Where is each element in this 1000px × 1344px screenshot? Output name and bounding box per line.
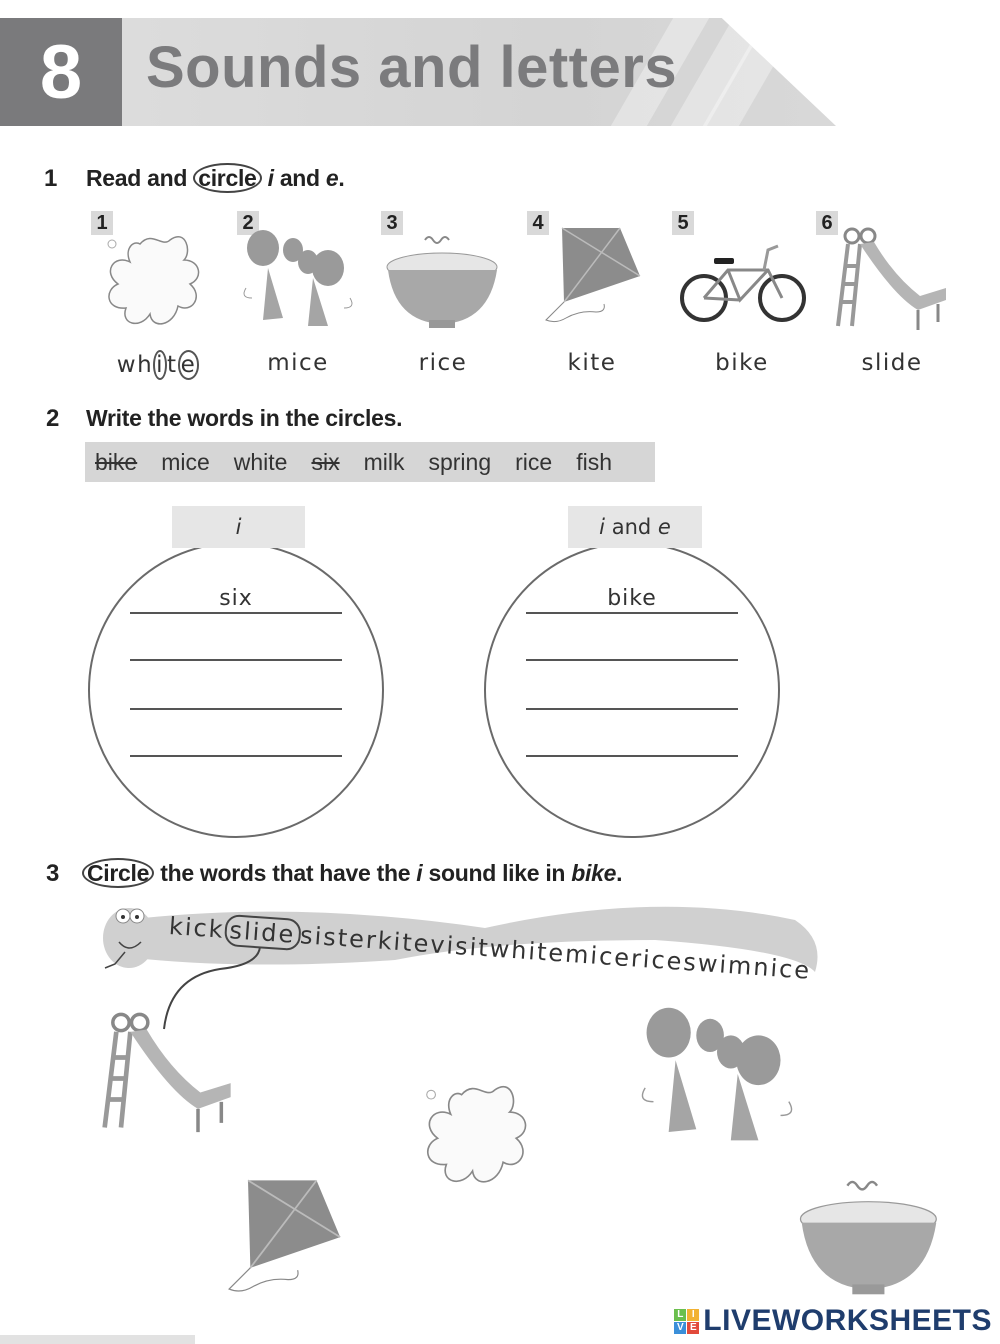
exercise-3-instruction: [82, 860, 622, 887]
word-part: wh: [116, 352, 154, 378]
word-mice[interactable]: mice: [267, 350, 329, 376]
item-badge-1: 1: [91, 211, 113, 235]
snake-text[interactable]: sisterkitevisitwhitemicericeswimnice: [299, 921, 813, 985]
splash-icon[interactable]: [418, 1075, 538, 1195]
mice-icon: [238, 228, 358, 348]
label-text: i: [235, 515, 242, 539]
rice-bowl-icon[interactable]: [798, 1175, 940, 1300]
circle-label-i: [172, 506, 305, 548]
answer-line-2[interactable]: [526, 659, 738, 661]
slide-icon[interactable]: [100, 1010, 240, 1140]
logo-text: LIVEWORKSHEETS: [703, 1304, 992, 1337]
bicycle-icon: [678, 240, 798, 360]
word-bank-item[interactable]: six: [311, 448, 340, 475]
word-bank-item[interactable]: spring: [428, 448, 492, 475]
unit-number: 8: [39, 29, 83, 115]
exercise-2-instruction: Write the words in the circles.: [86, 405, 403, 431]
instruction-text: Read and: [86, 165, 188, 191]
answer-line-1: [526, 612, 738, 614]
circled-letter-e: e: [178, 350, 200, 380]
word-part: t: [167, 352, 178, 378]
word-bank-item[interactable]: milk: [363, 448, 405, 475]
exercise-1-instruction: [86, 165, 345, 192]
word-bank-item[interactable]: mice: [161, 448, 210, 475]
letter-e: e: [325, 165, 339, 191]
snake-circled-word[interactable]: slide: [223, 914, 301, 951]
item-badge-3: 3: [381, 211, 403, 235]
word-slide[interactable]: slide: [861, 350, 923, 376]
page-title: Sounds and letters: [146, 35, 678, 100]
unit-number-box: [0, 18, 122, 126]
instruction-text: sound like in: [428, 860, 566, 886]
answer-line-1: [130, 612, 342, 614]
word-rice[interactable]: rice: [418, 350, 468, 376]
circled-word: Circle: [82, 858, 154, 888]
kite-icon[interactable]: [222, 1178, 352, 1308]
footer-band: [0, 1335, 195, 1344]
circle-i-and-e: [484, 506, 784, 806]
answer-line-4[interactable]: [526, 755, 738, 757]
rice-bowl-icon: [385, 232, 505, 352]
item-badge-5: 5: [672, 211, 694, 235]
liveworksheets-logo[interactable]: [674, 1304, 992, 1338]
word-kite[interactable]: kite: [567, 350, 617, 376]
instruction-text: and: [279, 165, 320, 191]
answer-line-3[interactable]: [526, 708, 738, 710]
circled-letter-i: i: [153, 350, 167, 380]
snake-text[interactable]: kick: [168, 912, 226, 944]
letter-i: i: [267, 165, 274, 191]
circle-i: [88, 506, 388, 806]
exercise-1-number: 1: [44, 165, 58, 192]
logo-block: E: [687, 1322, 699, 1334]
answer-line-2[interactable]: [130, 659, 342, 661]
logo-blocks-icon: [674, 1309, 699, 1334]
label-text: e: [657, 515, 671, 539]
item-badge-4: 4: [527, 211, 549, 235]
item-badge-6: 6: [816, 211, 838, 235]
word-bank-item[interactable]: fish: [576, 448, 612, 475]
slide-icon: [834, 226, 954, 346]
answer-example: bike: [607, 586, 657, 611]
answer-line-4[interactable]: [130, 755, 342, 757]
exercise-2-number: 2: [46, 405, 60, 432]
logo-block: I: [687, 1309, 699, 1321]
label-text: i: [599, 515, 606, 539]
instruction-text: the words that have the: [160, 860, 411, 886]
letter-i: i: [416, 860, 423, 886]
kite-icon: [540, 226, 660, 346]
exercise-3-number: 3: [46, 860, 60, 887]
mice-icon[interactable]: [622, 1005, 812, 1150]
answer-example: six: [219, 586, 253, 611]
item-badge-2: 2: [237, 211, 259, 235]
circled-word: circle: [193, 163, 261, 193]
instruction-text: .: [338, 165, 345, 191]
circle-label-i-and-e: [568, 506, 702, 548]
logo-block: V: [674, 1322, 686, 1334]
word-bank-item[interactable]: rice: [515, 448, 553, 475]
word-white[interactable]: [88, 350, 228, 380]
splash-icon: [100, 226, 220, 346]
word-bank-item[interactable]: white: [233, 448, 288, 475]
answer-line-3[interactable]: [130, 708, 342, 710]
word-bank-item[interactable]: bike: [95, 448, 138, 475]
word-bike[interactable]: bike: [715, 350, 769, 376]
logo-block: L: [674, 1309, 686, 1321]
label-text: and: [611, 515, 652, 539]
instruction-text: .: [616, 860, 623, 886]
word-bank: [85, 442, 655, 482]
example-word: bike: [571, 860, 617, 886]
